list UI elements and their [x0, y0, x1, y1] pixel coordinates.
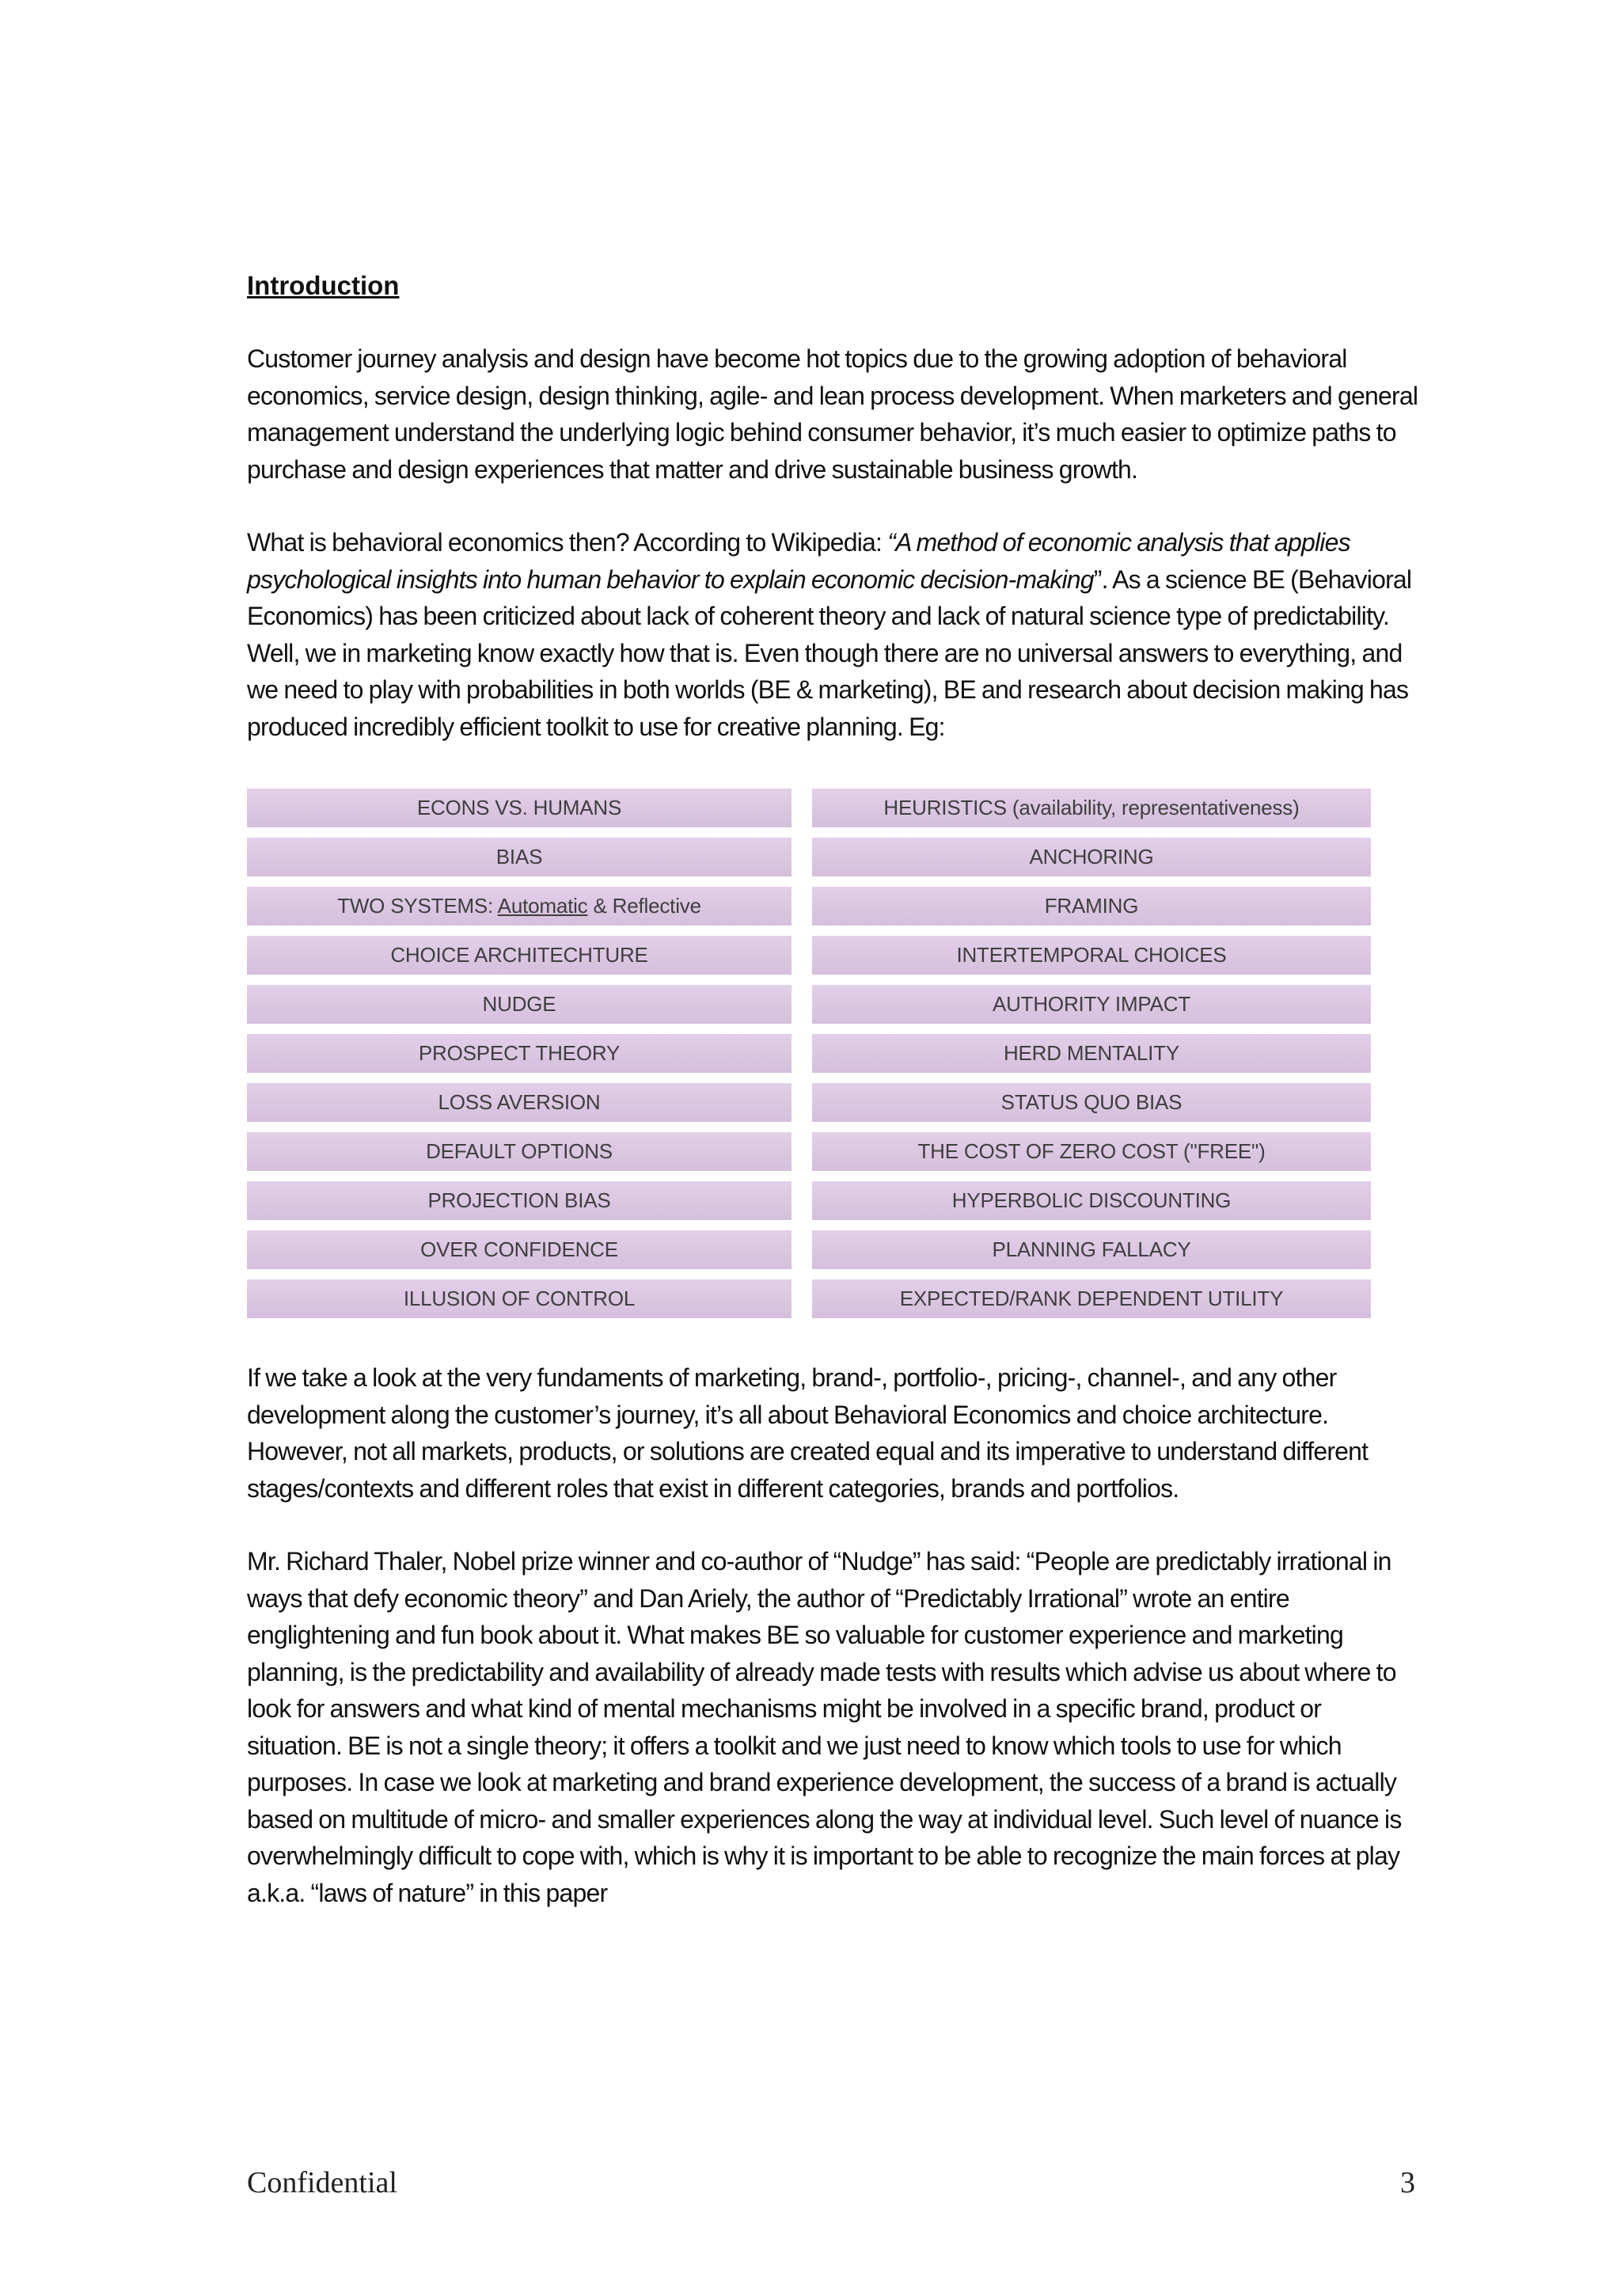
concept-cell: BIAS — [247, 838, 792, 876]
definition-rest: As a science BE (Behavioral Economics) has been criticized about lack of coherent theory and lack of natural science type of predictability. Well, we in marketing know exactly how that is. Even though there are no universal answers to everything, and we need to play with probabilities in both worlds (BE & marketing), BE and research about decision making has produced incredibly efficient toolkit to use for creative planning. Eg: — [247, 564, 1412, 741]
concept-cell: ILLUSION OF CONTROL — [247, 1279, 792, 1318]
concept-cell: STATUS QUO BIAS — [812, 1083, 1371, 1122]
concept-cell: NUDGE — [247, 985, 792, 1024]
concept-cell: HYPERBOLIC DISCOUNTING — [812, 1181, 1371, 1220]
concept-cell: LOSS AVERSION — [247, 1083, 792, 1122]
concept-cell: ECONS VS. HUMANS — [247, 789, 792, 827]
document-body — [247, 268, 1418, 1911]
concepts-table — [247, 789, 1418, 1318]
concept-cell: HEURISTICS (availability, representativeness) — [812, 789, 1371, 827]
concept-cell: PROJECTION BIAS — [247, 1181, 792, 1220]
footer-confidential: Confidential — [247, 2166, 397, 2199]
page-number: 3 — [1400, 2166, 1415, 2199]
paragraph-thaler: Mr. Richard Thaler, Nobel prize winner and co-author of “Nudge” has said: “People are predictably irrational in ways that defy economic theory” and Dan Ariely, the author of “Predictably Irrational” wrote an entire englightening and fun book about it. What makes BE so valuable for customer experience and marketing planning, is the predictability and availability of already made tests with results which advise us about where to look for answers and what kind of mental mechanisms might be involved in a specific brand, product or situation. BE is not a single theory; it offers a toolkit and we just need to know which tools to use for which purposes. In case we look at marketing and brand experience development, the success of a brand is actually based on multitude of micro- and smaller experiences along the way at individual level. Such level of nuance is overwhelmingly difficult to cope with, which is why it is important to be able to recognize the main forces at play a.k.a. “laws of nature” in this paper — [247, 1547, 1402, 1907]
concept-cell: PLANNING FALLACY — [812, 1230, 1371, 1269]
concepts-column-left — [247, 789, 792, 1318]
concept-cell: HERD MENTALITY — [812, 1034, 1371, 1073]
two-systems-automatic: Automatic — [497, 894, 588, 918]
section-heading: Introduction — [247, 271, 400, 300]
concept-cell: ANCHORING — [812, 838, 1371, 876]
paragraph-fundaments: If we take a look at the very fundaments of marketing, brand-, portfolio-, pricing-, channel-, and any other development along the customer’s journey, it’s all about Behavioral Economics and choice architecture. However, not all markets, products, or solutions are created equal and its imperative to understand different stages/contexts and different roles that exist in different categories, brands and portfolios. — [247, 1363, 1369, 1503]
concept-cell: THE COST OF ZERO COST ("FREE") — [812, 1132, 1371, 1171]
paragraph-intro: Customer journey analysis and design have become hot topics due to the growing adoption of behavioral economics, service design, design thinking, agile- and lean process development. When marketers and general management understand the underlying logic behind consumer behavior, it’s much easier to optimize paths to purchase and design experiences that matter and drive sustainable business growth. — [247, 344, 1418, 484]
two-systems-prefix: TWO SYSTEMS: — [337, 894, 498, 918]
concept-cell: INTERTEMPORAL CHOICES — [812, 936, 1371, 975]
concept-cell: OVER CONFIDENCE — [247, 1230, 792, 1269]
concept-cell: PROSPECT THEORY — [247, 1034, 792, 1073]
concept-cell: AUTHORITY IMPACT — [812, 985, 1371, 1024]
quote-end: ”. — [1093, 564, 1113, 594]
concept-cell: DEFAULT OPTIONS — [247, 1132, 792, 1171]
definition-lead: What is behavioral economics then? According to Wikipedia: — [247, 528, 888, 557]
concept-cell: FRAMING — [812, 887, 1371, 926]
concept-cell: CHOICE ARCHITECHTURE — [247, 936, 792, 975]
paragraph-definition — [247, 524, 1418, 745]
concepts-column-right — [812, 789, 1371, 1318]
concept-cell: EXPECTED/RANK DEPENDENT UTILITY — [812, 1279, 1371, 1318]
two-systems-reflective: & Reflective — [587, 894, 701, 918]
concept-cell-two-systems — [247, 887, 792, 926]
wikipedia-quote: “A method of economic analysis that applies psychological insights into human behavior to explain economic decision-making — [247, 528, 1350, 594]
